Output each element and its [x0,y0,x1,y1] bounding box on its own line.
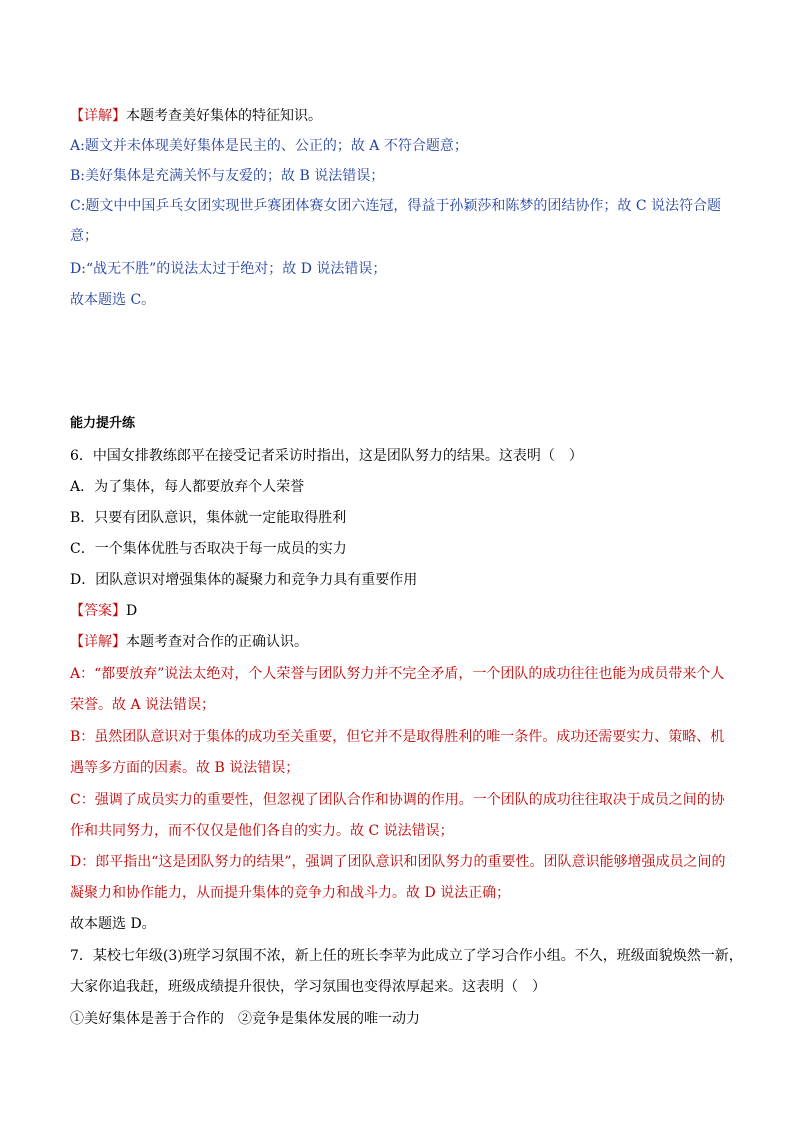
question-6-option-d: D．团队意识对增强集体的凝聚力和竞争力具有重要作用 [70,572,418,588]
analysis-a-line2: 荣誉。故 A 说法错误； [70,697,216,713]
question-6-option-b: B．只要有团队意识，集体就一定能取得胜利 [70,510,347,526]
detail-text: 本题考查对合作的正确认识。 [126,634,308,650]
analysis-d-line2: 凝聚力和协作能力，从而提升集体的竞争力和战斗力。故 D 说法正确； [70,885,511,901]
detail-label: 【详解】 [70,634,126,650]
analysis-b-line1: B：虽然团队意识对于集体的成功至关重要，但它并不是取得胜利的唯一条件。成功还需要实力、策略、机 [70,729,725,745]
analysis-c-line1: C:题文中中国乒乓女团实现世乒赛团体赛女团六连冠，得益于孙颖莎和陈梦的团结协作；故 C 说法符合题 [70,198,722,214]
analysis-d: D:“战无不胜”的说法太过于绝对；故 D 说法错误； [70,261,387,277]
question-6-stem: 6．中国女排教练郎平在接受记者采访时指出，这是团队努力的结果。这表明（ ） [70,448,583,464]
section-heading: 能力提升练 [70,416,136,431]
question-7-stem-line2: 大家你追我赶，班级成绩提升很快，学习氛围也变得浓厚起来。这表明（ ） [70,979,546,995]
analysis-c-line2: 作和共同努力，而不仅仅是他们各自的实力。故 C 说法错误； [70,823,454,839]
analysis-c-line1: C：强调了成员实力的重要性，但忽视了团队合作和协调的作用。一个团队的成功往往取决于成员之间的协 [70,792,725,808]
answer-label: 【答案】 [70,603,126,619]
analysis-d-line1: D：郎平指出“这是团队努力的结果”，强调了团队意识和团队努力的重要性。团队意识能够增强成员之间的 [70,854,726,870]
conclusion: 故本题选 D。 [70,916,156,932]
analysis-a-line1: A：“都要放弃”说法太绝对，个人荣誉与团队努力并不完全矛盾，一个团队的成功往往也能为成员带来个人 [70,666,725,682]
question-6-option-a: A．为了集体，每人都要放弃个人荣誉 [70,479,305,495]
conclusion: 故本题选 C。 [70,292,156,308]
answer-line [70,601,734,621]
question-7-stem-line1: 7．某校七年级(3)班学习氛围不浓，新上任的班长李苹为此成立了学习合作小组。不久，班级面貌焕然一新， [70,948,743,964]
detail-label: 【详解】 [70,108,126,124]
detail-line [70,106,734,126]
question-7-options: ①美好集体是善于合作的 ②竞争是集体发展的唯一动力 [70,1011,420,1027]
detail-line [70,632,734,652]
answer-value: D [126,603,138,619]
analysis-a: A:题文并未体现美好集体是民主的、公正的；故 A 不符合题意； [70,138,468,154]
analysis-b: B:美好集体是充满关怀与友爱的；故 B 说法错误； [70,168,385,184]
analysis-b-line2: 遇等多方面的因素。故 B 说法错误； [70,760,300,776]
question-6-option-c: C．一个集体优胜与否取决于每一成员的实力 [70,541,347,557]
detail-text: 本题考查美好集体的特征知识。 [126,108,322,124]
analysis-c-line2: 意； [70,228,98,244]
